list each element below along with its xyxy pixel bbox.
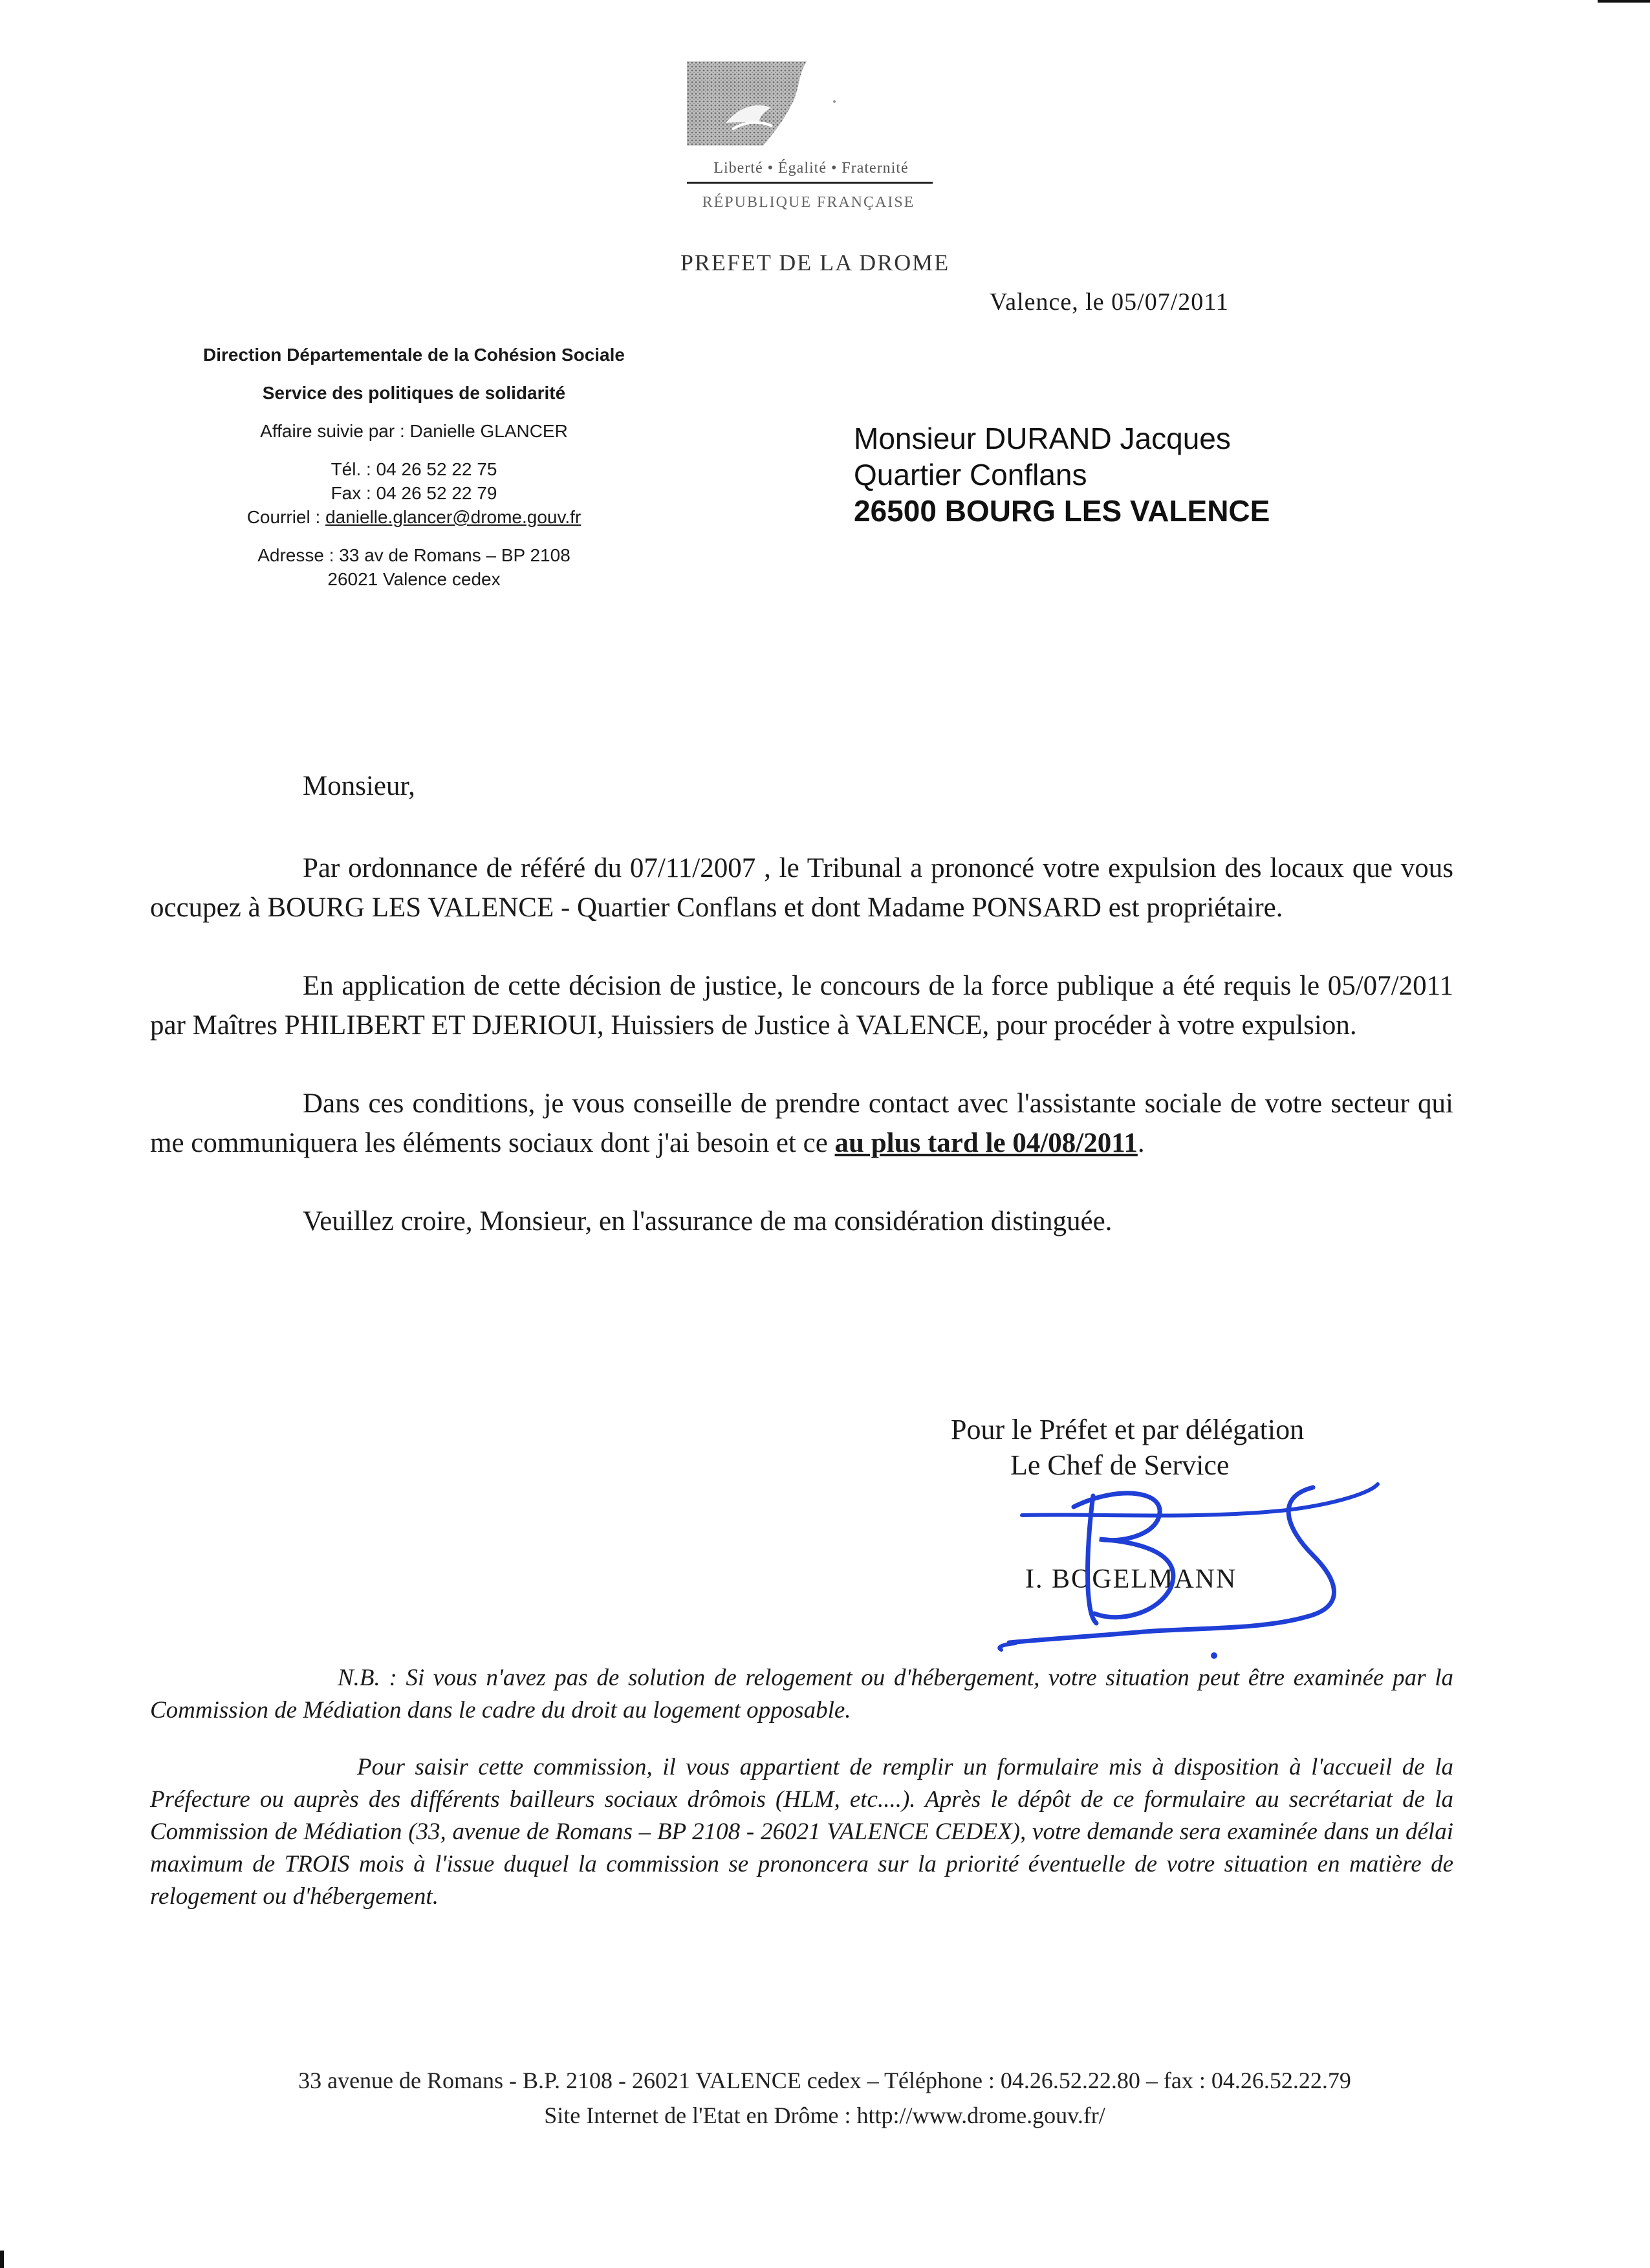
email-link[interactable]: danielle.glancer@drome.gouv.fr [325,507,581,527]
affaire-name: Danielle GLANCER [409,421,568,441]
letter-date: Valence, le 05/07/2011 [990,288,1229,316]
note-procedure: Pour saisir cette commission, il vous appartient de remplir un formulaire mis à disposition à l'accueil de la Préfecture ou auprès des différents bailleurs sociaux drômois (HLM, etc....). Après le dépôt de ce formulaire au secrétariat de la Commission de Médiation (33, avenue de Romans – BP 2108 - 26021 VALENCE CEDEX), votre demande sera examinée dans un délai maximum de TROIS mois à l'issue duquel la commission se prononcera sur la priorité éventuelle de votre situation en matière de relogement ou d'hébergement. [150,1754,1453,1910]
marianne-logo-icon [687,61,842,146]
recipient-street: Quartier Conflans [854,458,1087,491]
sender-direction: Direction Départementale de la Cohésion Sociale [203,345,625,365]
paragraph-force-publique: En application de cette décision de justice, le concours de la force publique a été requis le 05/07/2011 par Maîtres PHILIBERT ET DJERIOUI, Huissiers de Justice à VALENCE, pour procéder à votre expulsion. [150,971,1453,1041]
recipient-block [854,420,1270,529]
para3-text: Dans ces conditions, je vous conseille de prendre contact avec l'assistante sociale de votre secteur qui me communiquera les éléments sociaux dont j'ai besoin et ce [150,1088,1453,1158]
signature-role-line2: Le Chef de Service [1010,1449,1230,1481]
republic-motto: Liberté • Égalité • Fraternité [713,160,909,177]
scan-edge-mark-top [1598,0,1650,3]
sender-phone [168,457,660,481]
sender-fax [168,481,660,505]
legal-notes [150,1662,1453,1913]
sender-contact-person [168,419,660,443]
affaire-label: Affaire suivie par : [260,421,405,441]
sender-email [168,505,660,529]
sender-service: Service des politiques de solidarité [262,383,566,403]
letter-body [150,766,1453,1280]
paragraph-ordonnance: Par ordonnance de référé du 07/11/2007 , le Tribunal a prononcé votre expulsion des locaux que vous occupez à BOURG LES VALENCE - Quartier Conflans et dont Madame PONSARD est propriétaire. [150,853,1453,923]
para3-end: . [1137,1128,1145,1158]
republic-logo-block [673,61,944,230]
footer-website[interactable]: Site Internet de l'Etat en Drôme : http://www.drome.gouv.fr/ [544,2102,1105,2128]
tel-number: 04 26 52 22 75 [376,459,497,479]
motto-divider [687,182,933,184]
deadline-emphasis: au plus tard le 04/08/2011 [834,1128,1138,1158]
sender-block [168,343,660,591]
recipient-name: Monsieur DURAND Jacques [854,422,1231,455]
fax-number: 04 26 52 22 79 [376,483,497,503]
tel-label: Tél. : [331,459,371,479]
address-line1: 33 av de Romans – BP 2108 [339,545,570,565]
scan-edge-mark [0,2251,4,2268]
address-label: Adresse : [257,545,334,565]
paragraph-assistante-sociale [150,1084,1453,1163]
salutation: Monsieur, [303,771,415,801]
email-label: Courriel : [246,507,321,527]
recipient-city: 26500 BOURG LES VALENCE [854,494,1270,528]
closing-formula: Veuillez croire, Monsieur, en l'assurance de ma considération distinguée. [303,1206,1113,1237]
fax-label: Fax : [331,483,371,503]
address-line2: 26021 Valence cedex [327,569,501,589]
handwritten-signature-icon [925,1458,1391,1678]
note-nb: N.B. : Si vous n'avez pas de solution de relogement ou d'hébergement, votre situation peut être examinée par la Commission de Médiation dans le cadre du droit au logement opposable. [150,1665,1453,1723]
prefecture-title: PREFET DE LA DROME [680,250,950,275]
signature-role-line1: Pour le Préfet et par délégation [951,1414,1305,1445]
footer-address: 33 avenue de Romans - B.P. 2108 - 26021 VALENCE cedex – Téléphone : 04.26.52.22.80 – fax : 04.26.52.22.79 [298,2068,1351,2093]
sender-address [168,543,660,567]
republic-name: RÉPUBLIQUE FRANÇAISE [702,194,915,211]
footer [129,2063,1520,2133]
signatory-name: I. BOGELMANN [1025,1564,1237,1594]
